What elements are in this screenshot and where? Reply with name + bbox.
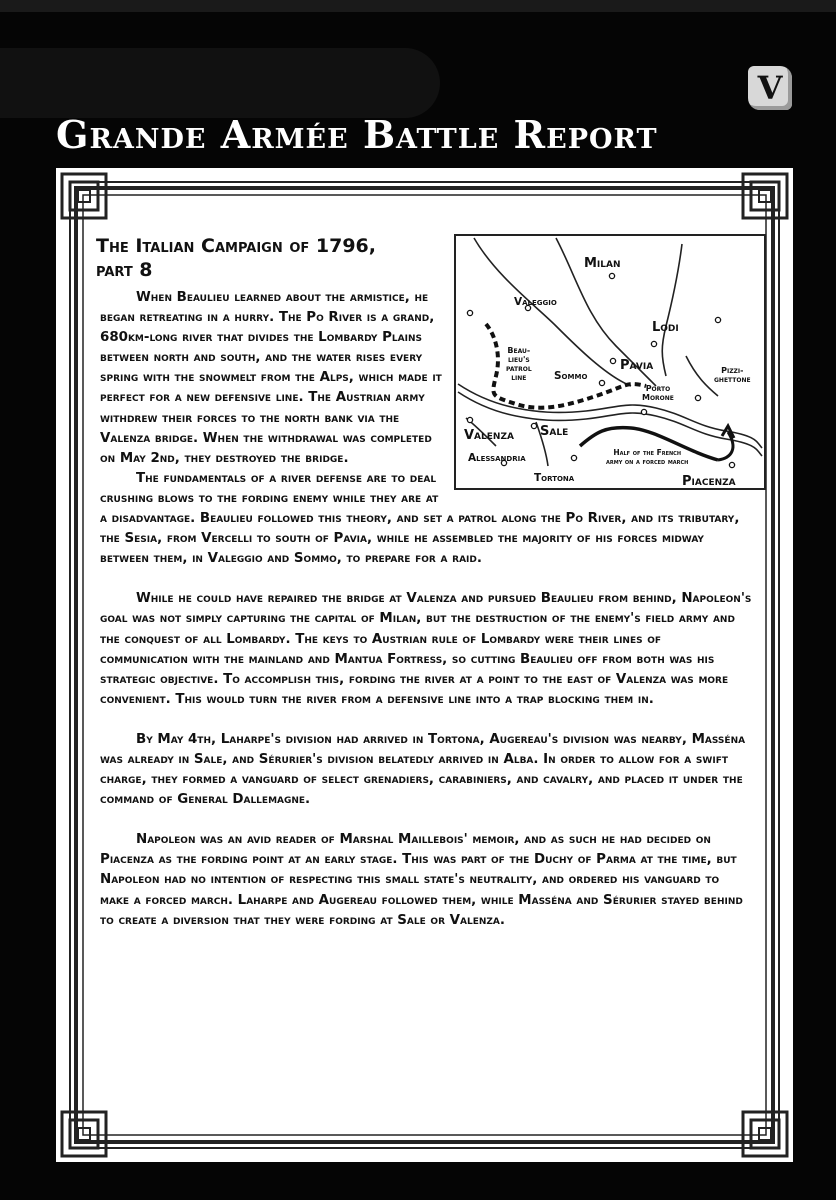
map-label-lodi: Lodi <box>652 320 679 335</box>
map-label-milan: Milan <box>584 256 621 271</box>
map-label-forced-march <box>606 448 688 466</box>
map-label-alessandria: Alessandria <box>468 452 526 464</box>
map-label-tortona: Tortona <box>534 472 575 484</box>
map-label-patrol-line <box>506 346 532 382</box>
chapter-badge: V <box>748 66 792 110</box>
section-title-line-2: part 8 <box>96 259 153 281</box>
patrol-label-4: line <box>511 373 527 382</box>
map-label-valeggio: Valeggio <box>514 296 557 308</box>
map-label-pizzighettone <box>714 366 751 384</box>
page-title: Grande Armée Battle Report <box>56 112 658 157</box>
march-label-2: army on a forced march <box>606 457 689 466</box>
section-title-line-1: The Italian Campaign of 1796, <box>96 235 376 257</box>
patrol-label-2: lieu's <box>507 355 530 364</box>
map-label-sommo: Sommo <box>554 370 588 382</box>
patrol-label-3: patrol <box>506 364 532 373</box>
header-smudge <box>0 48 440 118</box>
porto-label-1: Porto <box>645 384 671 393</box>
pizzi-label-2: ghettone <box>714 375 751 384</box>
paragraph-1: When Beaulieu learned about the armistice, he began retreating in a hurry. The Po River is a grand, 680km-long river that divides the Lombardy Plains between north and south, and the water rises every spring with the snowmelt from the Alps, which made it perfect for a new defensive line. The Austrian army withdrew their forces to the north bank via the Valenza bridge. When the withdrawal was completed on May 2nd, they destroyed the bridge. <box>100 290 442 466</box>
article-panel <box>56 168 793 1162</box>
campaign-map <box>454 234 766 490</box>
map-label-sale: Sale <box>540 424 569 439</box>
article-body <box>96 234 752 951</box>
top-strip <box>0 0 836 12</box>
map-label-valenza: Valenza <box>464 428 514 443</box>
map-label-piacenza: Piacenza <box>682 474 736 489</box>
patrol-label-1: Beau- <box>507 346 531 355</box>
pizzi-label-1: Pizzi- <box>721 366 744 375</box>
map-label-pavia: Pavia <box>620 358 654 373</box>
march-label-1: Half of the French <box>613 448 682 457</box>
paragraph-4: By May 4th, Laharpe's division had arrived in Tortona, Augereau's division was nearby, Masséna was already in Sale, and Sérurier's division belatedly arrived in Alba. In order to allow for a swift charge, they formed a vanguard of select grenadiers, carabiniers, and cavalry, and placed it under the command of General Dallemagne. <box>100 731 746 808</box>
map-label-porto-morone <box>642 384 674 402</box>
paragraph-5: Napoleon was an avid reader of Marshal Maillebois' memoir, and as such he had decided on Piacenza as the fording point at an early stage. This was part of the Duchy of Parma at the time, but Napoleon had no intention of respecting this small state's neutrality, and ordered his vanguard to make a forced march. Laharpe and Augereau followed them, while Masséna and Sérurier stayed behind to create a diversion that they were fording at Sale or Valenza. <box>100 832 743 928</box>
paragraph-2: The fundamentals of a river defense are to deal crushing blows to the fording enemy while they are at a disadvantage. Beaulieu followed this theory, and set a patrol along the Po River, and its tributary, the Sesia, from Vercelli to south of Pavia, while he assembled the majority of his forces midway between them, in Valeggio and Sommo, to prepare for a raid. <box>100 470 740 567</box>
paragraph-3: While he could have repaired the bridge at Valenza and pursued Beaulieu from behind, Napoleon's goal was not simply capturing the capital of Milan, but the destruction of the enemy's field army and the conquest of all Lombardy. The keys to Austrian rule of Lombardy were their lines of communication with the mainland and Mantua Fortress, so cutting Beaulieu off from both was his strategic objective. To accomplish this, fording the river at a point to the east of Valenza was more convenient. This would turn the river from a defensive line into a trap blocking them in. <box>100 591 752 707</box>
porto-label-2: Morone <box>642 393 674 402</box>
